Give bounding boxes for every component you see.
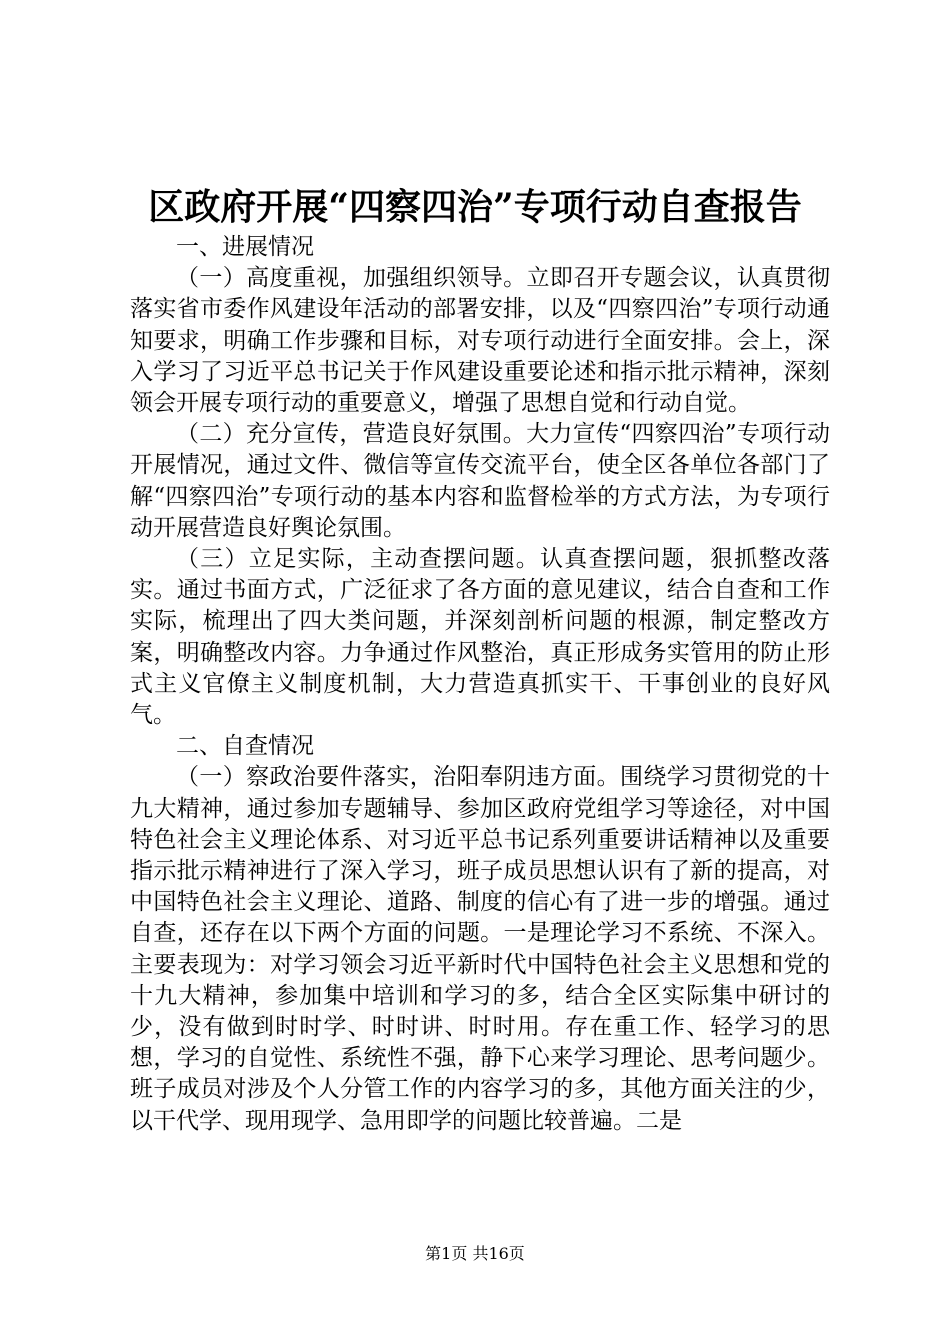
section-heading-progress: 一、进展情况 [176,234,314,260]
paragraph-1: （一）高度重视，加强组织领导。立即召开专题会议，认真贯彻落实省市委作风建设年活动的部署安排，以及“四察四治”专项行动通知要求，明确工作步骤和目标，对专项行动进行全面安排。会上，深入学习了习近平总书记关于作风建设重要论述和指示批示精神，深刻领会开展专项行动的重要意义，增强了思想自觉和行动自觉。 [130,265,830,417]
page-footer: 第1页 共16页 [425,1244,525,1263]
section-heading-self-check: 二、自查情况 [176,733,314,760]
document-body [130,232,830,1137]
paragraph-3: （三）立足实际，主动查摆问题。认真查摆问题，狠抓整改落实。通过书面方式，广泛征求了各方面的意见建议，结合自查和工作实际，梳理出了四大类问题，并深刻剖析问题的根源，制定整改方案，明确整改内容。力争通过作风整治，真正形成务实管用的防止形式主义官僚主义制度机制，大力营造真抓实干、干事创业的良好风气。 [130,546,830,729]
paragraph-2: （二）充分宣传，营造良好氛围。大力宣传“四察四治”专项行动开展情况，通过文件、微信等宣传交流平台，使全区各单位各部门了解“四察四治”专项行动的基本内容和监督检举的方式方法，为专项行动开展营造良好舆论氛围。 [130,421,830,541]
paragraph-4: （一）察政治要件落实，治阳奉阴违方面。围绕学习贯彻党的十九大精神，通过参加专题辅导、参加区政府党组学习等途径，对中国特色社会主义理论体系、对习近平总书记系列重要讲话精神以及重要指示批示精神进行了深入学习，班子成员思想认识有了新的提高，对中国特色社会主义理论、道路、制度的信心有了进一步的增强。通过自查，还存在以下两个方面的问题。一是理论学习不系统、不深入。主要表现为：对学习领会习近平新时代中国特色社会主义思想和党的十九大精神，参加集中培训和学习的多，结合全区实际集中研讨的少，没有做到时时学、时时讲、时时用。存在重工作、轻学习的思想，学习的自觉性、系统性不强，静下心来学习理论、思考问题少。班子成员对涉及个人分管工作的内容学习的多，其他方面关注的少，以干代学、现用现学、急用即学的问题比较普遍。二是 [130,764,830,1134]
document-title: 区政府开展“四察四治”专项行动自查报告 [148,186,802,228]
